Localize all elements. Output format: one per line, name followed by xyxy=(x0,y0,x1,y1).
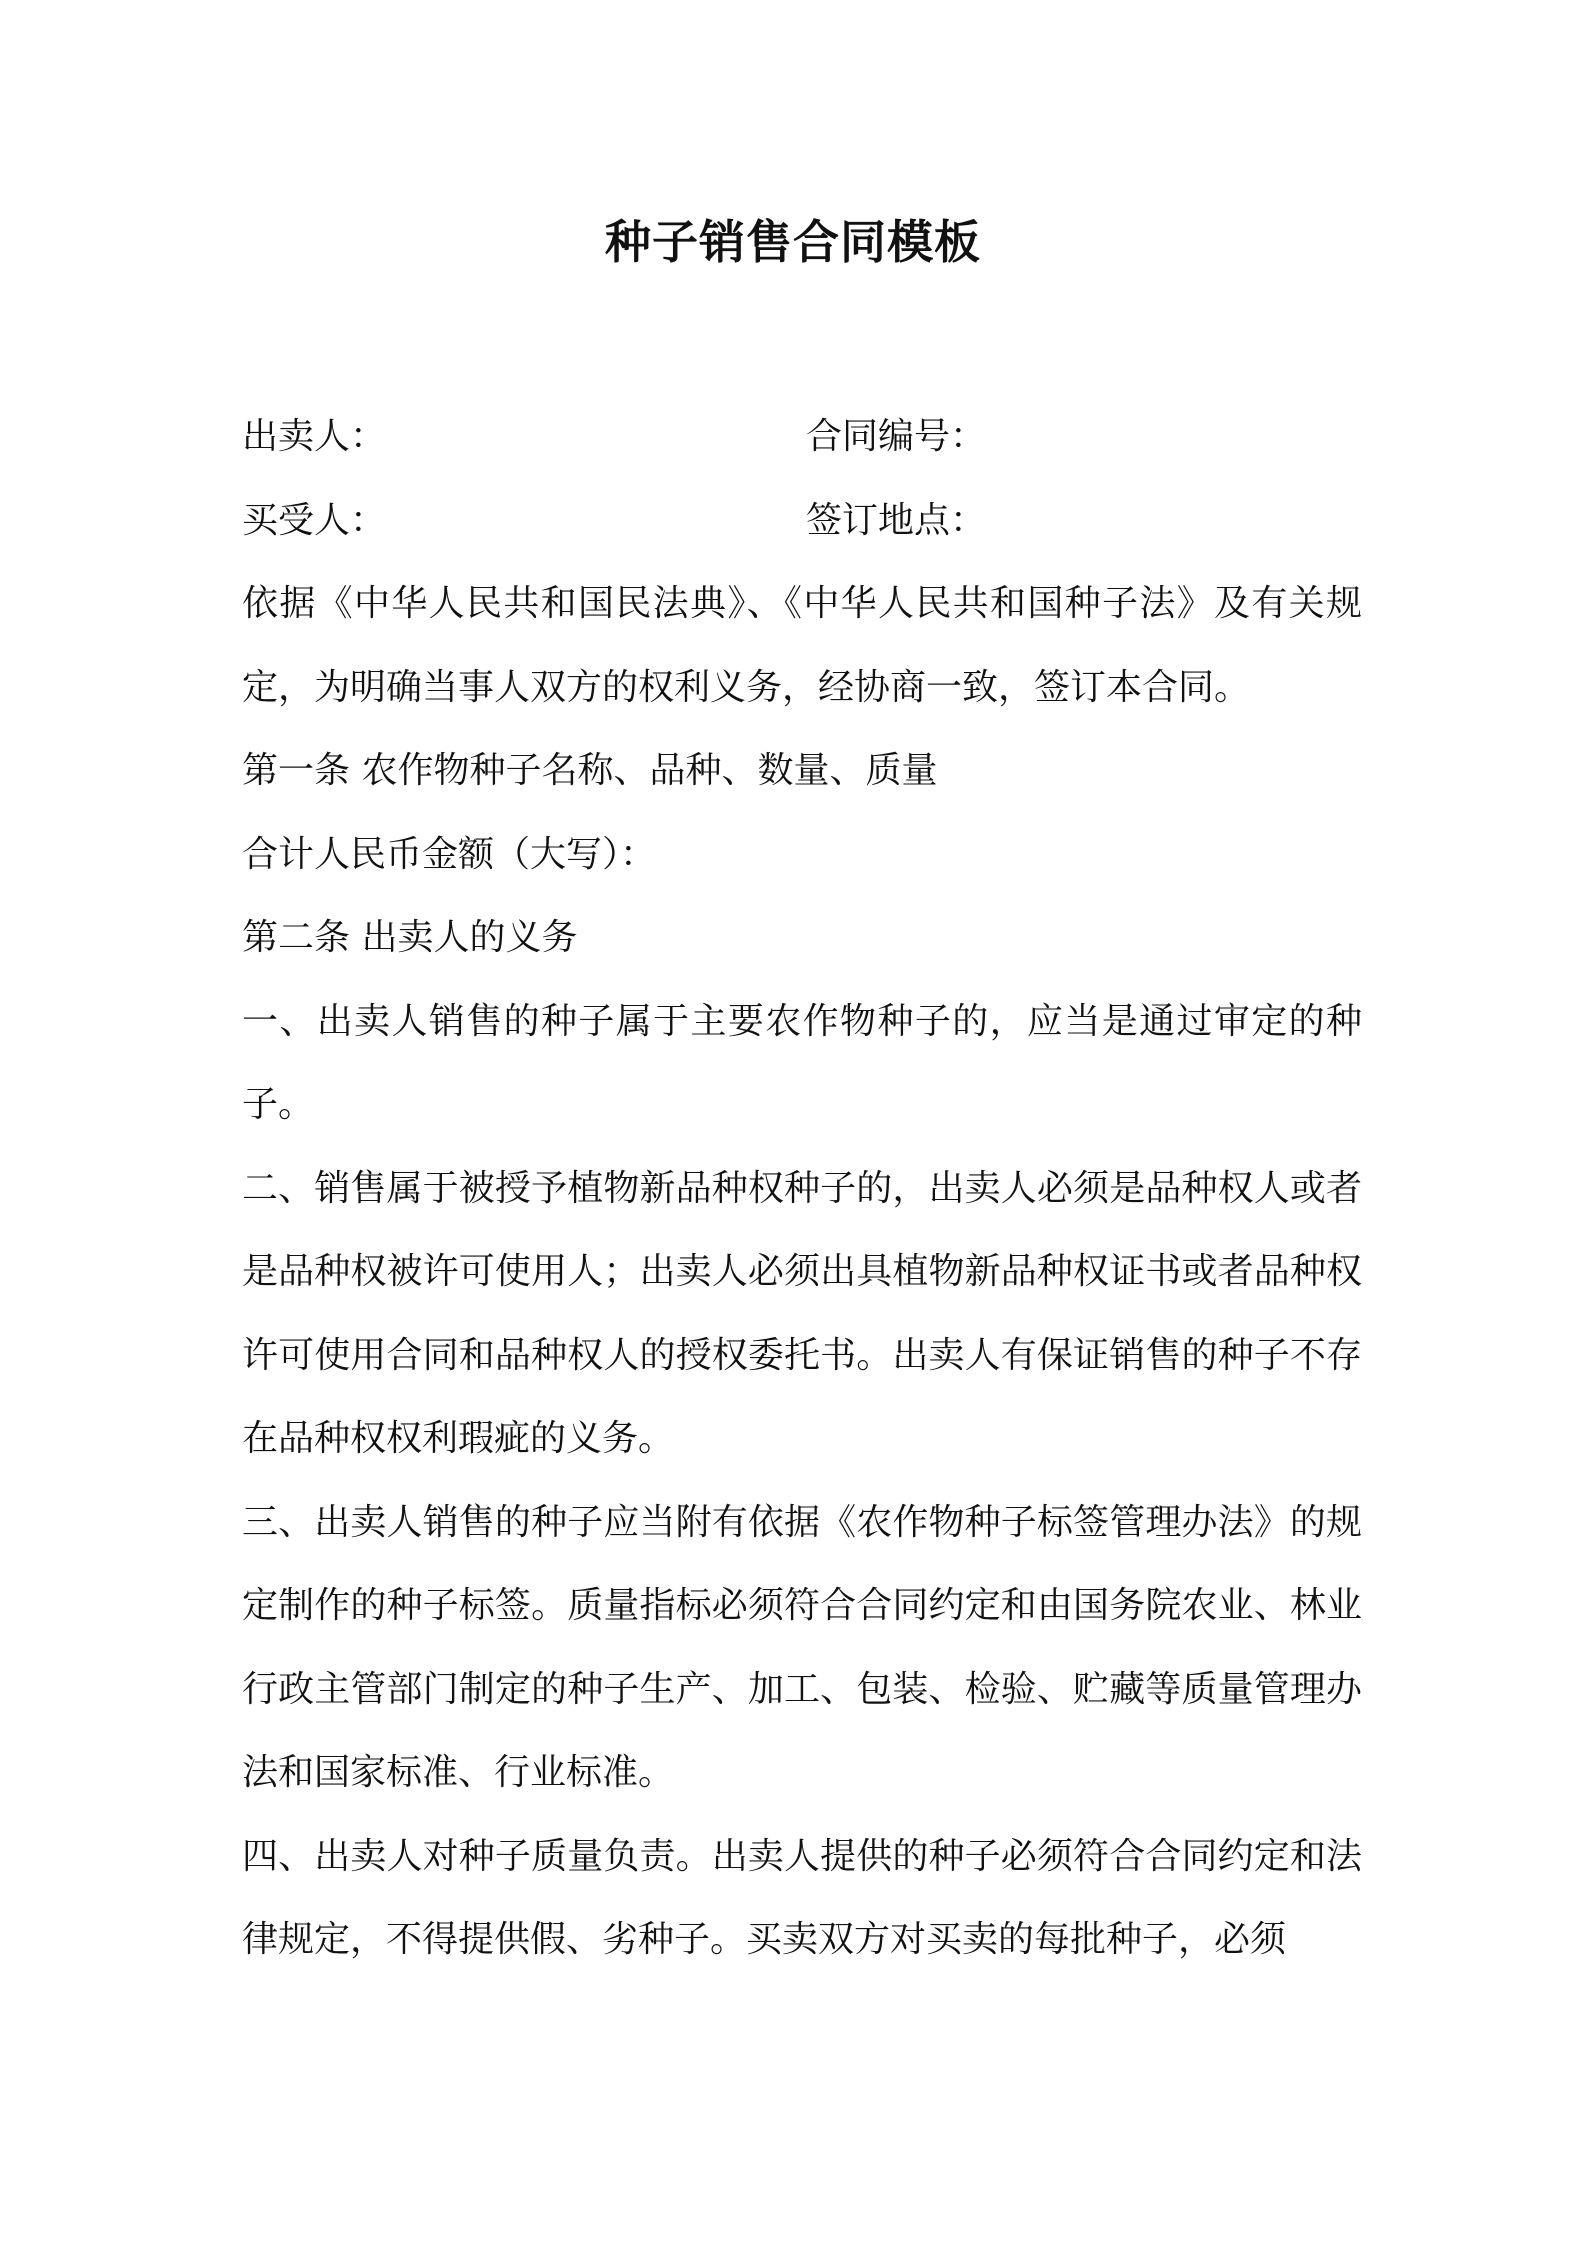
contract-body xyxy=(242,562,1362,1982)
clause-1-paragraph: 一、出卖人销售的种子属于主要农作物种子的，应当是通过审定的种子。 xyxy=(242,1000,1362,1125)
header-row-2 xyxy=(242,496,987,546)
article-2-heading: 第二条 出卖人的义务 xyxy=(242,917,578,958)
contract-number-label: 合同编号： xyxy=(806,416,987,457)
total-amount-line: 合计人民币金额（大写）： xyxy=(242,833,657,875)
clause-3-paragraph: 三、出卖人销售的种子应当附有依据《农作物种子标签管理办法》的规定制作的种子标签。质量指标必须符合合同约定和由国务院农业、林业行政主管部门制定的种子生产、加工、包装、检验、贮藏等质量管理办法和国家标准、行业标准。 xyxy=(242,1501,1362,1793)
clause-4-paragraph: 四、出卖人对种子质量负责。出卖人提供的种子必须符合合同约定和法律规定，不得提供假、劣种子。买卖双方对买卖的每批种子，必须 xyxy=(242,1835,1362,1960)
sign-place-label: 签订地点： xyxy=(806,500,987,541)
preamble-paragraph: 依据《中华人民共和国民法典》、《中华人民共和国种子法》及有关规定，为明确当事人双方的权利义务，经协商一致，签订本合同。 xyxy=(242,583,1362,708)
article-1-heading: 第一条 农作物种子名称、品种、数量、质量 xyxy=(242,750,938,791)
header-row-1 xyxy=(242,412,987,462)
buyer-label: 买受人： xyxy=(242,500,387,541)
clause-2-paragraph: 二、销售属于被授予植物新品种权种子的，出卖人必须是品种权人或者是品种权被许可使用人；出卖人必须出具植物新品种权证书或者品种权许可使用合同和品种权人的授权委托书。出卖人有保证销售的种子不存在品种权权利瑕疵的义务。 xyxy=(242,1167,1362,1459)
document-title: 种子销售合同模板 xyxy=(605,215,981,269)
seller-label: 出卖人： xyxy=(242,416,387,457)
